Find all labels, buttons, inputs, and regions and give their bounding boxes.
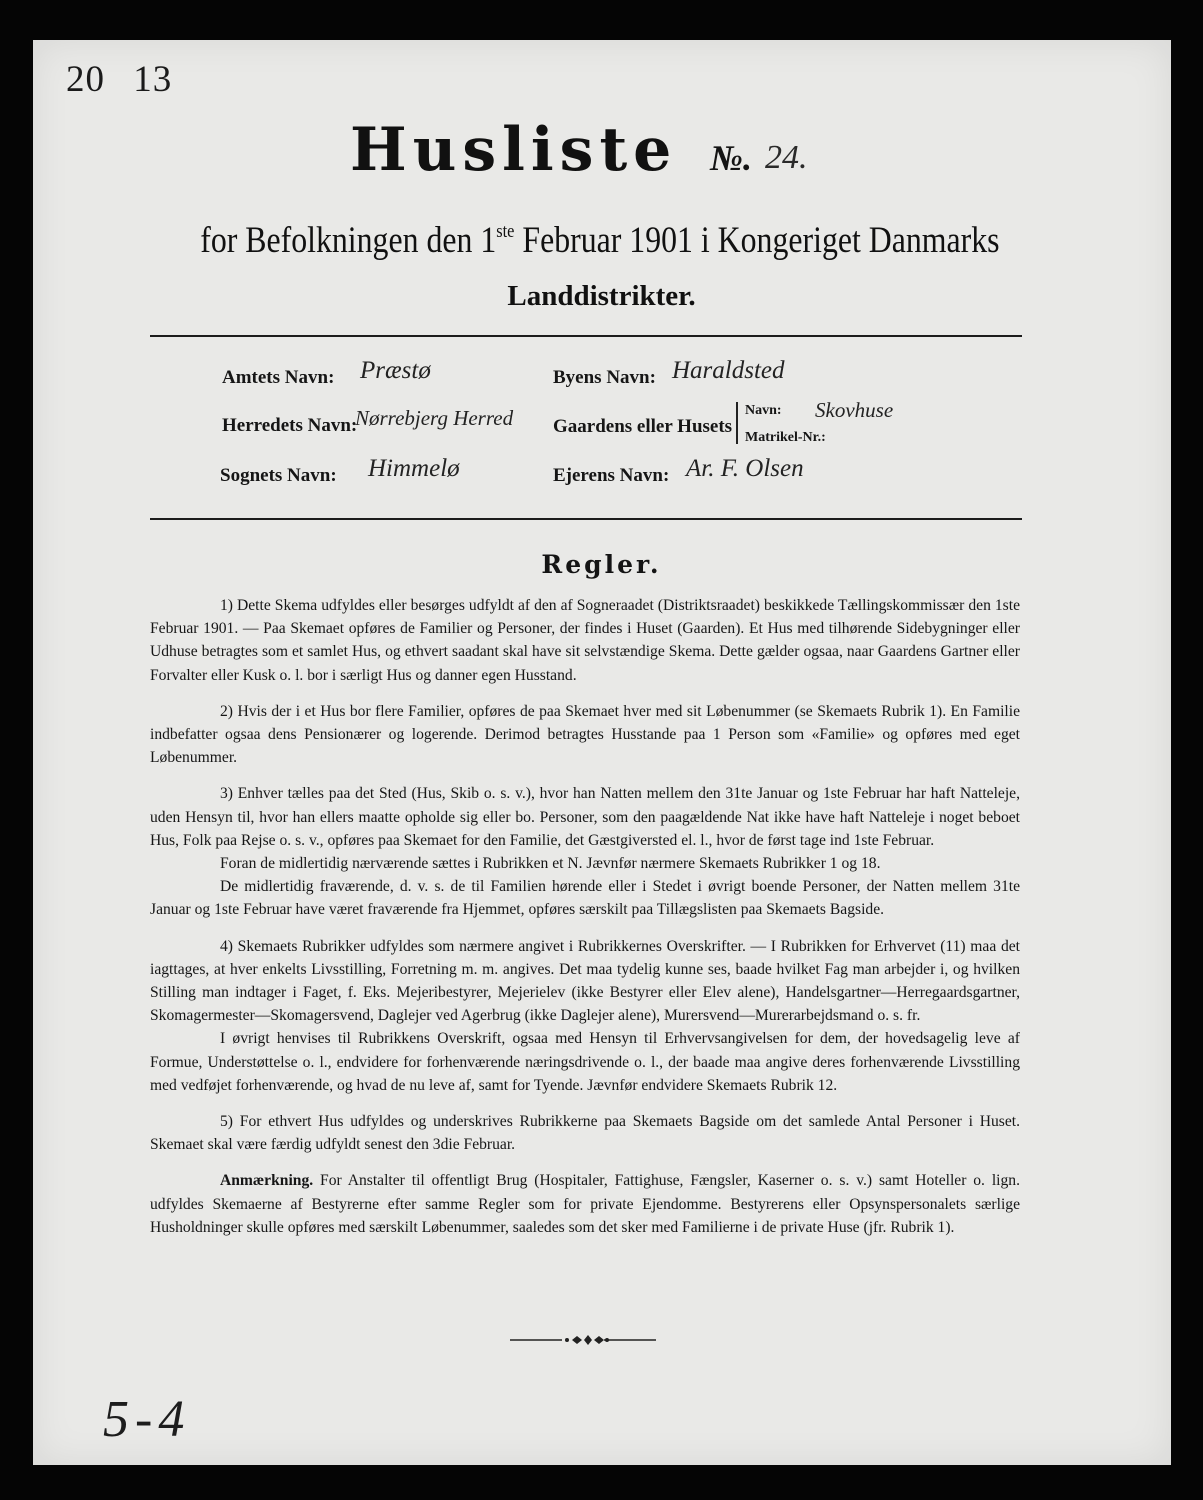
handwritten-corner-note: 5-4 bbox=[103, 1391, 191, 1448]
navn-label: Navn: bbox=[745, 403, 782, 418]
ornament-divider-icon bbox=[510, 1330, 656, 1350]
bracket-line bbox=[736, 402, 738, 444]
rule-paragraph: 4) Skemaets Rubrikker udfyldes som nærmere angivet i Rubrikkernes Overskrifter. — I Rubrikken for Erhvervet (11) maa det iagttages, at hver enkelts Livsstilling, Forretning m. m. angives. Det maa tydelig kunne ses, baade hvilket Fag man arbejder i, og hvilken Stilling man indtager i Faget, f. Eks. Mejeribestyrer, Mejerielev (ikke Bestyrer eller Elev alene), Handelsgartner—Herregaardsgartner, Skomagermester—Skomagersvend, Daglejer ved Agerbrug (ikke Daglejer alene), Murersvend—Murerarbejdsmand o. s. fr. bbox=[150, 937, 1020, 1025]
top-divider bbox=[150, 335, 1022, 337]
rules-section bbox=[150, 594, 1020, 1252]
navn-value: Skovhuse bbox=[815, 398, 894, 422]
form-number-value: 24. bbox=[765, 139, 808, 176]
note-text: For Anstalter til offentligt Brug (Hospitaler, Fattighuse, Fængsler, Kaserner o. s. v.) samt Hoteller o. lign. udfyldes Skemaerne af Bestyrerne efter samme Regler som for private Ejendomme. Bestyrerens eller Opsynspersonalets særlige Husholdninger skulle opføres med særskilt Løbenummer, saaledes som det sker med Familierne i de private Huse (jfr. Rubrik 1). bbox=[150, 1172, 1020, 1236]
by-label: Byens Navn: bbox=[553, 367, 656, 388]
subtitle-text: for Befolkningen den 1 bbox=[200, 220, 497, 261]
herred-label: Herredets Navn: bbox=[222, 415, 358, 436]
herred-value: Nørrebjerg Herred bbox=[355, 406, 514, 430]
district-heading: Landdistrikter. bbox=[507, 280, 696, 312]
rules-heading: Regler. bbox=[541, 550, 662, 579]
rules-note bbox=[150, 1169, 1020, 1239]
rule-paragraph: 5) For ethvert Hus udfyldes og underskrives Rubrikkerne paa Skemaets Bagside om det samlede Antal Personer i Huset. Skemaet skal være færdig udfyldt senest den 3die Februar. bbox=[150, 1113, 1020, 1154]
sogn-label: Sognets Navn: bbox=[220, 465, 337, 486]
form-number-label: №. bbox=[710, 138, 752, 178]
archive-reference-number: 20 13 bbox=[66, 59, 173, 100]
gaard-label: Gaardens eller Husets bbox=[553, 416, 733, 437]
rule-paragraph: De midlertidig fraværende, d. v. s. de til Familien hørende eller i Stedet i øvrigt boende Personer, der Natten mellem 31te Januar og 1ste Februar have været fraværende fra Hjemmet, opføres særskilt paa Tillægslisten paa Skemaets Bagside. bbox=[150, 878, 1020, 919]
rule-paragraph: 1) Dette Skema udfyldes eller besørges udfyldt af den af Sogneraadet (Distriktsraadet) beskikkede Tællingskommissær den 1ste Februar 1901. — Paa Skemaet opføres de Familier og Personer, der findes i Huset (Gaarden). Et Hus med tilhørende Sidebygninger eller Udhuse betragtes som et samlet Hus, og ethvert saadant skal have sit selvstændige Skema. Dette gælder ogsaa, naar Gaardens Gartner eller Forvalter eller Kusk o. l. bor i særligt Hus og danner egen Husstand. bbox=[150, 597, 1020, 684]
subtitle-superscript: ste bbox=[496, 221, 515, 242]
subtitle-text-end: Februar 1901 i Kongeriget Danmarks bbox=[514, 220, 1000, 261]
rule-paragraph: Foran de midlertidig nærværende sættes i Rubrikken et N. Jævnfør nærmere Skemaets Rubrikker 1 og 18. bbox=[220, 855, 881, 873]
bottom-divider bbox=[150, 518, 1022, 520]
rule-paragraph: 3) Enhver tælles paa det Sted (Hus, Skib o. s. v.), hvor han Natten mellem den 31te Januar og 1ste Februar har haft Natteleje, uden Hensyn til, hvor han ellers maatte opholde sig eller bo. Personer, som den paagældende Nat ikke have haft Natteleje i noget beboet Hus, Folk paa Rejse o. s. v., opføres paa Skemaet for den Familie, det Gæstgiversted el. l., hvor de først tage ind 1ste Februar. bbox=[150, 785, 1020, 849]
ejer-label: Ejerens Navn: bbox=[553, 465, 670, 486]
ejer-value: Ar. F. Olsen bbox=[686, 455, 804, 482]
amt-value: Præstø bbox=[360, 357, 431, 384]
form-title: Husliste bbox=[350, 115, 678, 185]
form-subtitle bbox=[83, 219, 1118, 262]
amt-label: Amtets Navn: bbox=[222, 367, 335, 388]
matrikel-label: Matrikel-Nr.: bbox=[745, 430, 826, 445]
note-label: Anmærkning. bbox=[220, 1172, 314, 1190]
sogn-value: Himmelø bbox=[368, 455, 460, 482]
by-value: Haraldsted bbox=[672, 357, 785, 384]
rule-paragraph: 2) Hvis der i et Hus bor flere Familier, opføres de paa Skemaet hver med sit Løbenummer (se Skemaets Rubrik 1). En Familie indbefatter ogsaa dens Pensionærer og logerende. Derimod betragtes Husstande paa 1 Person som «Familie» og opføres med eget Løbenummer. bbox=[150, 702, 1020, 767]
rule-paragraph: I øvrigt henvises til Rubrikkens Overskrift, ogsaa med Hensyn til Erhvervsangivelsen for dem, der hovedsagelig leve af Formue, Understøttelse o. l., endvidere for forhenværende næringsdrivende o. l., der baade maa angive deres forhenværende Livsstilling med vedføjet forhenværende, og hvad de nu leve af, samt for Tyende. Jævnfør endvidere Skemaets Rubrik 12. bbox=[150, 1030, 1020, 1094]
